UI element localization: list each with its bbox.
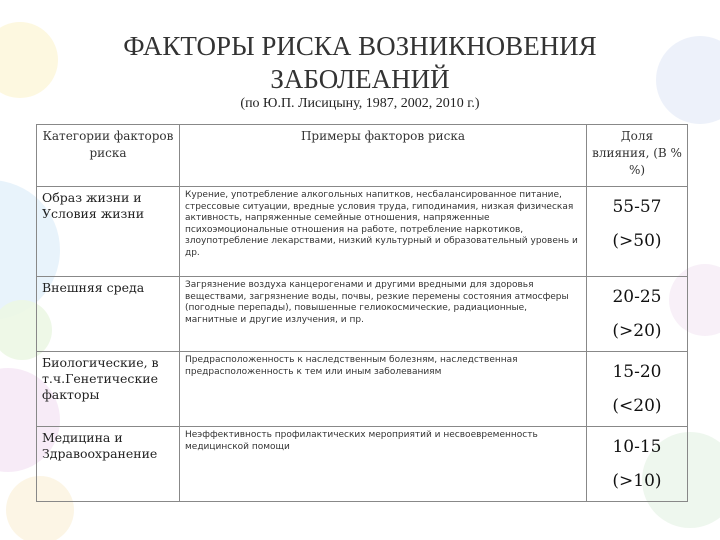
share-threshold: (>10) xyxy=(612,471,662,491)
share-threshold: (>20) xyxy=(612,321,662,341)
page-title xyxy=(0,30,720,96)
title-line-1: ФАКТОРЫ РИСКА ВОЗНИКНОВЕНИЯ xyxy=(123,31,597,61)
row-share xyxy=(587,352,688,427)
row-examples: Курение, употребление алкогольных напитков, несбалансированное питание, стрессовые ситуации, вредные условия труда, гиподинамия, низкая физическая активность, напряженные семейные отношения, напряженные психоэмоциональные отношения на работе, потребление наркотиков, злоупотребление лекарствами, низкий культурный и образовательный уровень и др. xyxy=(180,187,587,277)
row-examples: Предрасположенность к наследственным болезням, наследственная предрасположенность к тем или иным заболеваниям xyxy=(180,352,587,427)
header-category: Категории факторов риска xyxy=(37,125,180,187)
row-category: Медицина и Здравоохранение xyxy=(37,427,180,502)
table-header-row xyxy=(37,125,688,187)
share-value: 10-15 xyxy=(612,437,662,457)
share-value: 20-25 xyxy=(612,287,662,307)
subtitle: (по Ю.П. Лисицыну, 1987, 2002, 2010 г.) xyxy=(240,96,480,111)
share-value: 55-57 xyxy=(612,197,662,217)
header-examples: Примеры факторов риска xyxy=(180,125,587,187)
share-threshold: (<20) xyxy=(612,396,662,416)
row-share xyxy=(587,187,688,277)
title-line-2: ЗАБОЛЕАНИЙ xyxy=(270,64,450,94)
row-category: Внешняя среда xyxy=(37,277,180,352)
table-row xyxy=(37,187,688,277)
row-share xyxy=(587,427,688,502)
share-threshold: (>50) xyxy=(612,231,662,251)
row-examples: Неэффективность профилактических мероприятий и несвоевременность медицинской помощи xyxy=(180,427,587,502)
table-row xyxy=(37,277,688,352)
row-category: Образ жизни и Условия жизни xyxy=(37,187,180,277)
table-row xyxy=(37,427,688,502)
row-share xyxy=(587,277,688,352)
table-row xyxy=(37,352,688,427)
row-examples: Загрязнение воздуха канцерогенами и другими вредными для здоровья веществами, загрязнение воды, почвы, резкие перемены состояния атмосферы (погодные перепады), повышенные гелиокосмические, радиационные, магнитные и другие излучения, и пр. xyxy=(180,277,587,352)
row-category: Биологические, в т.ч.Генетические факторы xyxy=(37,352,180,427)
header-share: Доля влияния, (В % %) xyxy=(587,125,688,187)
share-value: 15-20 xyxy=(612,362,662,382)
risk-factors-table xyxy=(36,124,688,502)
